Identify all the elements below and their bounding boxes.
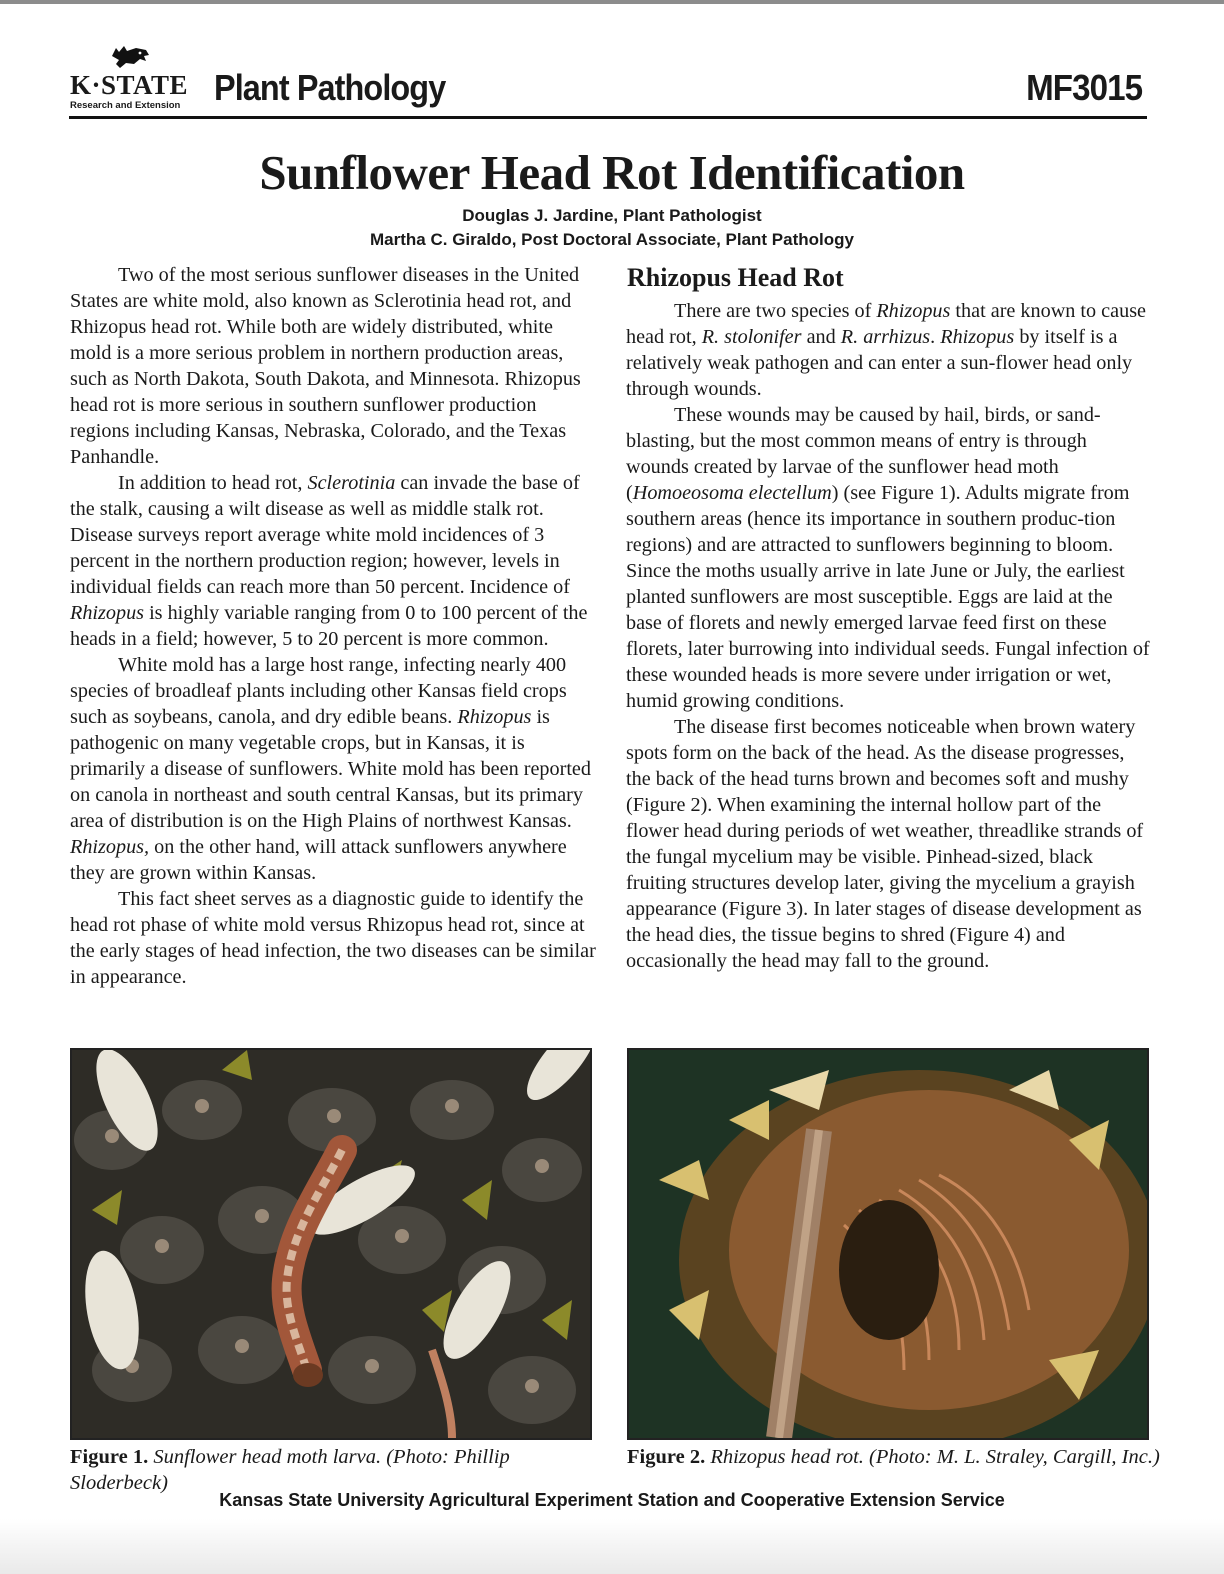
kstate-logo-text: K·STATE bbox=[70, 70, 189, 100]
wildcat-logo-icon bbox=[110, 42, 150, 72]
left-column bbox=[70, 262, 596, 990]
viewer-top-edge bbox=[0, 0, 1224, 4]
figure-1-photo bbox=[70, 1048, 592, 1440]
paragraph: These wounds may be caused by hail, birds, or sand-blasting, but the most common means of entry is through wounds created by larvae of the sunflower head moth (Homoeosoma electellum) (see Figure 1). Adults migrate from southern areas (hence its importance in southern produc-tion regions) and are attracted to sunflowers beginning to bloom. Since the moths usually arrive in late June or July, the earliest planted sunflowers are most susceptible. Eggs are laid at the base of florets and newly emerged larvae feed first on these florets, later burrowing into individual seeds. Fungal infection of these wounded heads is more severe under irrigation or wet, humid growing conditions. bbox=[626, 404, 1150, 712]
footer-text: Kansas State University Agricultural Experiment Station and Cooperative Extension Service bbox=[219, 1490, 1005, 1510]
paragraph: White mold has a large host range, infecting nearly 400 species of broadleaf plants including other Kansas field crops such as soybeans, canola, and dry edible beans. Rhizopus is pathogenic on many vegetable crops, but in Kansas, it is primarily a disease of sunflowers. White mold has been reported on canola in northeast and south central Kansas, but its primary area of distribution is on the High Plains of northwest Kansas. Rhizopus, on the other hand, will attack sunflowers anywhere they are grown within Kansas. bbox=[70, 654, 591, 884]
paragraph: Two of the most serious sunflower diseases in the United States are white mold, also known as Sclerotinia head rot, and Rhizopus head rot. While both are widely distributed, white mold is a more serious problem in northern production areas, such as North Dakota, South Dakota, and Minnesota. Rhizopus head rot is more serious in southern sunflower production regions including Kansas, Nebraska, Colorado, and the Texas Panhandle. bbox=[70, 264, 581, 468]
header-rule bbox=[69, 116, 1147, 119]
section-heading: Rhizopus Head Rot bbox=[627, 263, 844, 292]
department-name: Plant Pathology bbox=[214, 67, 446, 108]
author-line-2: Martha C. Giraldo, Post Doctoral Associate, Plant Pathology bbox=[370, 230, 854, 249]
paragraph: There are two species of Rhizopus that are known to cause head rot, R. stolonifer and R. arrhizus. Rhizopus by itself is a relatively weak pathogen and can enter a sun-flower head only through wounds. bbox=[626, 300, 1147, 400]
publication-code: MF3015 bbox=[1026, 67, 1142, 108]
author-line-1: Douglas J. Jardine, Plant Pathologist bbox=[462, 206, 762, 225]
viewer-bottom-edge bbox=[0, 1519, 1224, 1574]
paragraph: This fact sheet serves as a diagnostic guide to identify the head rot phase of white mold versus Rhizopus head rot, since at the early stages of head infection, the two diseases can be similar in appearance. bbox=[70, 888, 596, 988]
kstate-logo-subtitle: Research and Extension bbox=[70, 100, 181, 111]
paragraph: The disease first becomes noticeable when brown watery spots form on the back of the head. As the disease progresses, the back of the head turns brown and becomes soft and mushy (Figure 2). When examining the internal hollow part of the flower head during periods of wet weather, threadlike strands of the fungal mycelium may be visible. Pinhead-sized, black fruiting structures develop later, giving the mycelium a grayish appearance (Figure 3). In later stages of disease development as the head dies, the tissue begins to shred (Figure 4) and occasionally the head may fall to the ground. bbox=[626, 716, 1144, 972]
figure-1-caption: Figure 1. Sunflower head moth larva. (Photo: Phillip Sloderbeck) bbox=[70, 1446, 510, 1494]
document-title: Sunflower Head Rot Identification bbox=[259, 145, 965, 200]
figure-2-photo bbox=[627, 1048, 1149, 1440]
figure-2-caption: Figure 2. Rhizopus head rot. (Photo: M. L. Straley, Cargill, Inc.) bbox=[627, 1446, 1160, 1468]
paragraph: In addition to head rot, Sclerotinia can invade the base of the stalk, causing a wilt disease as well as middle stalk rot. Disease surveys report average white mold incidences of 3 percent in the northern production region; however, levels in individual fields can reach more than 50 percent. Incidence of Rhizopus is highly variable ranging from 0 to 100 percent of the heads in a field; however, 5 to 20 percent is more common. bbox=[70, 472, 588, 650]
right-column bbox=[626, 298, 1150, 974]
